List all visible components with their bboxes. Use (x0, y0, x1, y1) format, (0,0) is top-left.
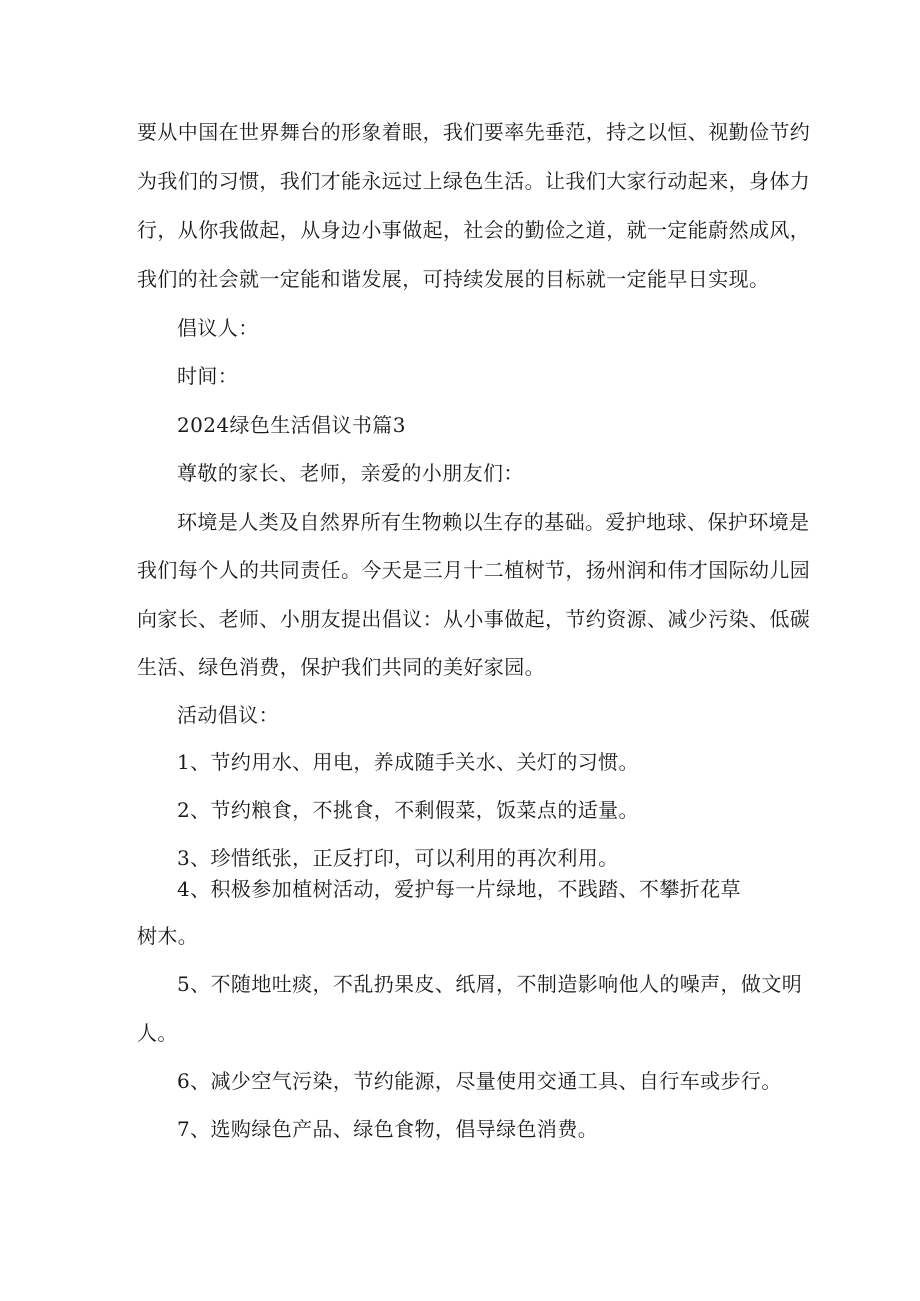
list-item: 2、节约粮食，不挑食，不剩假菜，饭菜点的适量。 (177, 798, 639, 822)
list-item: 5、不随地吐痰，不乱扔果皮、纸屑，不制造影响他人的噪声，做文明 (177, 972, 803, 996)
time-label: 时间： (177, 364, 239, 388)
list-item: 6、减少空气污染，节约能源，尽量使用交通工具、自行车或步行。 (177, 1069, 782, 1093)
activity-heading: 活动倡议： (177, 703, 279, 727)
salutation: 尊敬的家长、老师，亲爱的小朋友们： (177, 461, 524, 485)
paragraph-line: 要从中国在世界舞台的形象着眼，我们要率先垂范，持之以恒、视勤俭节约 (137, 120, 811, 144)
list-item: 4、积极参加植树活动，爱护每一片绿地，不践踏、不攀折花草 (177, 877, 741, 901)
paragraph-line: 环境是人类及自然界所有生物赖以生存的基础。爱护地球、保护环境是 (177, 510, 810, 534)
list-item-continuation: 树木。 (137, 924, 199, 948)
paragraph-line: 生活、绿色消费，保护我们共同的美好家园。 (137, 655, 545, 679)
paragraph-line: 为我们的习惯，我们才能永远过上绿色生活。让我们大家行动起来，身体力 (137, 169, 811, 193)
paragraph-line: 向家长、老师、小朋友提出倡议：从小事做起，节约资源、减少污染、低碳 (137, 607, 811, 631)
list-item: 1、节约用水、用电，养成随手关水、关灯的习惯。 (177, 750, 639, 774)
paragraph-line: 行，从你我做起，从身边小事做起，社会的勤俭之道，就一定能蔚然成风， (137, 218, 811, 242)
paragraph-line: 我们的社会就一定能和谐发展，可持续发展的目标就一定能早日实现。 (137, 267, 770, 291)
list-item: 3、珍惜纸张，正反打印，可以利用的再次利用。 (177, 846, 619, 870)
section-title: 2024绿色生活倡议书篇3 (177, 413, 406, 437)
paragraph-line: 我们每个人的共同责任。今天是三月十二植树节，扬州润和伟才国际幼儿园 (137, 558, 811, 582)
list-item-continuation: 人。 (137, 1021, 178, 1045)
list-item: 7、选购绿色产品、绿色食物，倡导绿色消费。 (177, 1117, 599, 1141)
proposer-label: 倡议人： (177, 316, 259, 340)
